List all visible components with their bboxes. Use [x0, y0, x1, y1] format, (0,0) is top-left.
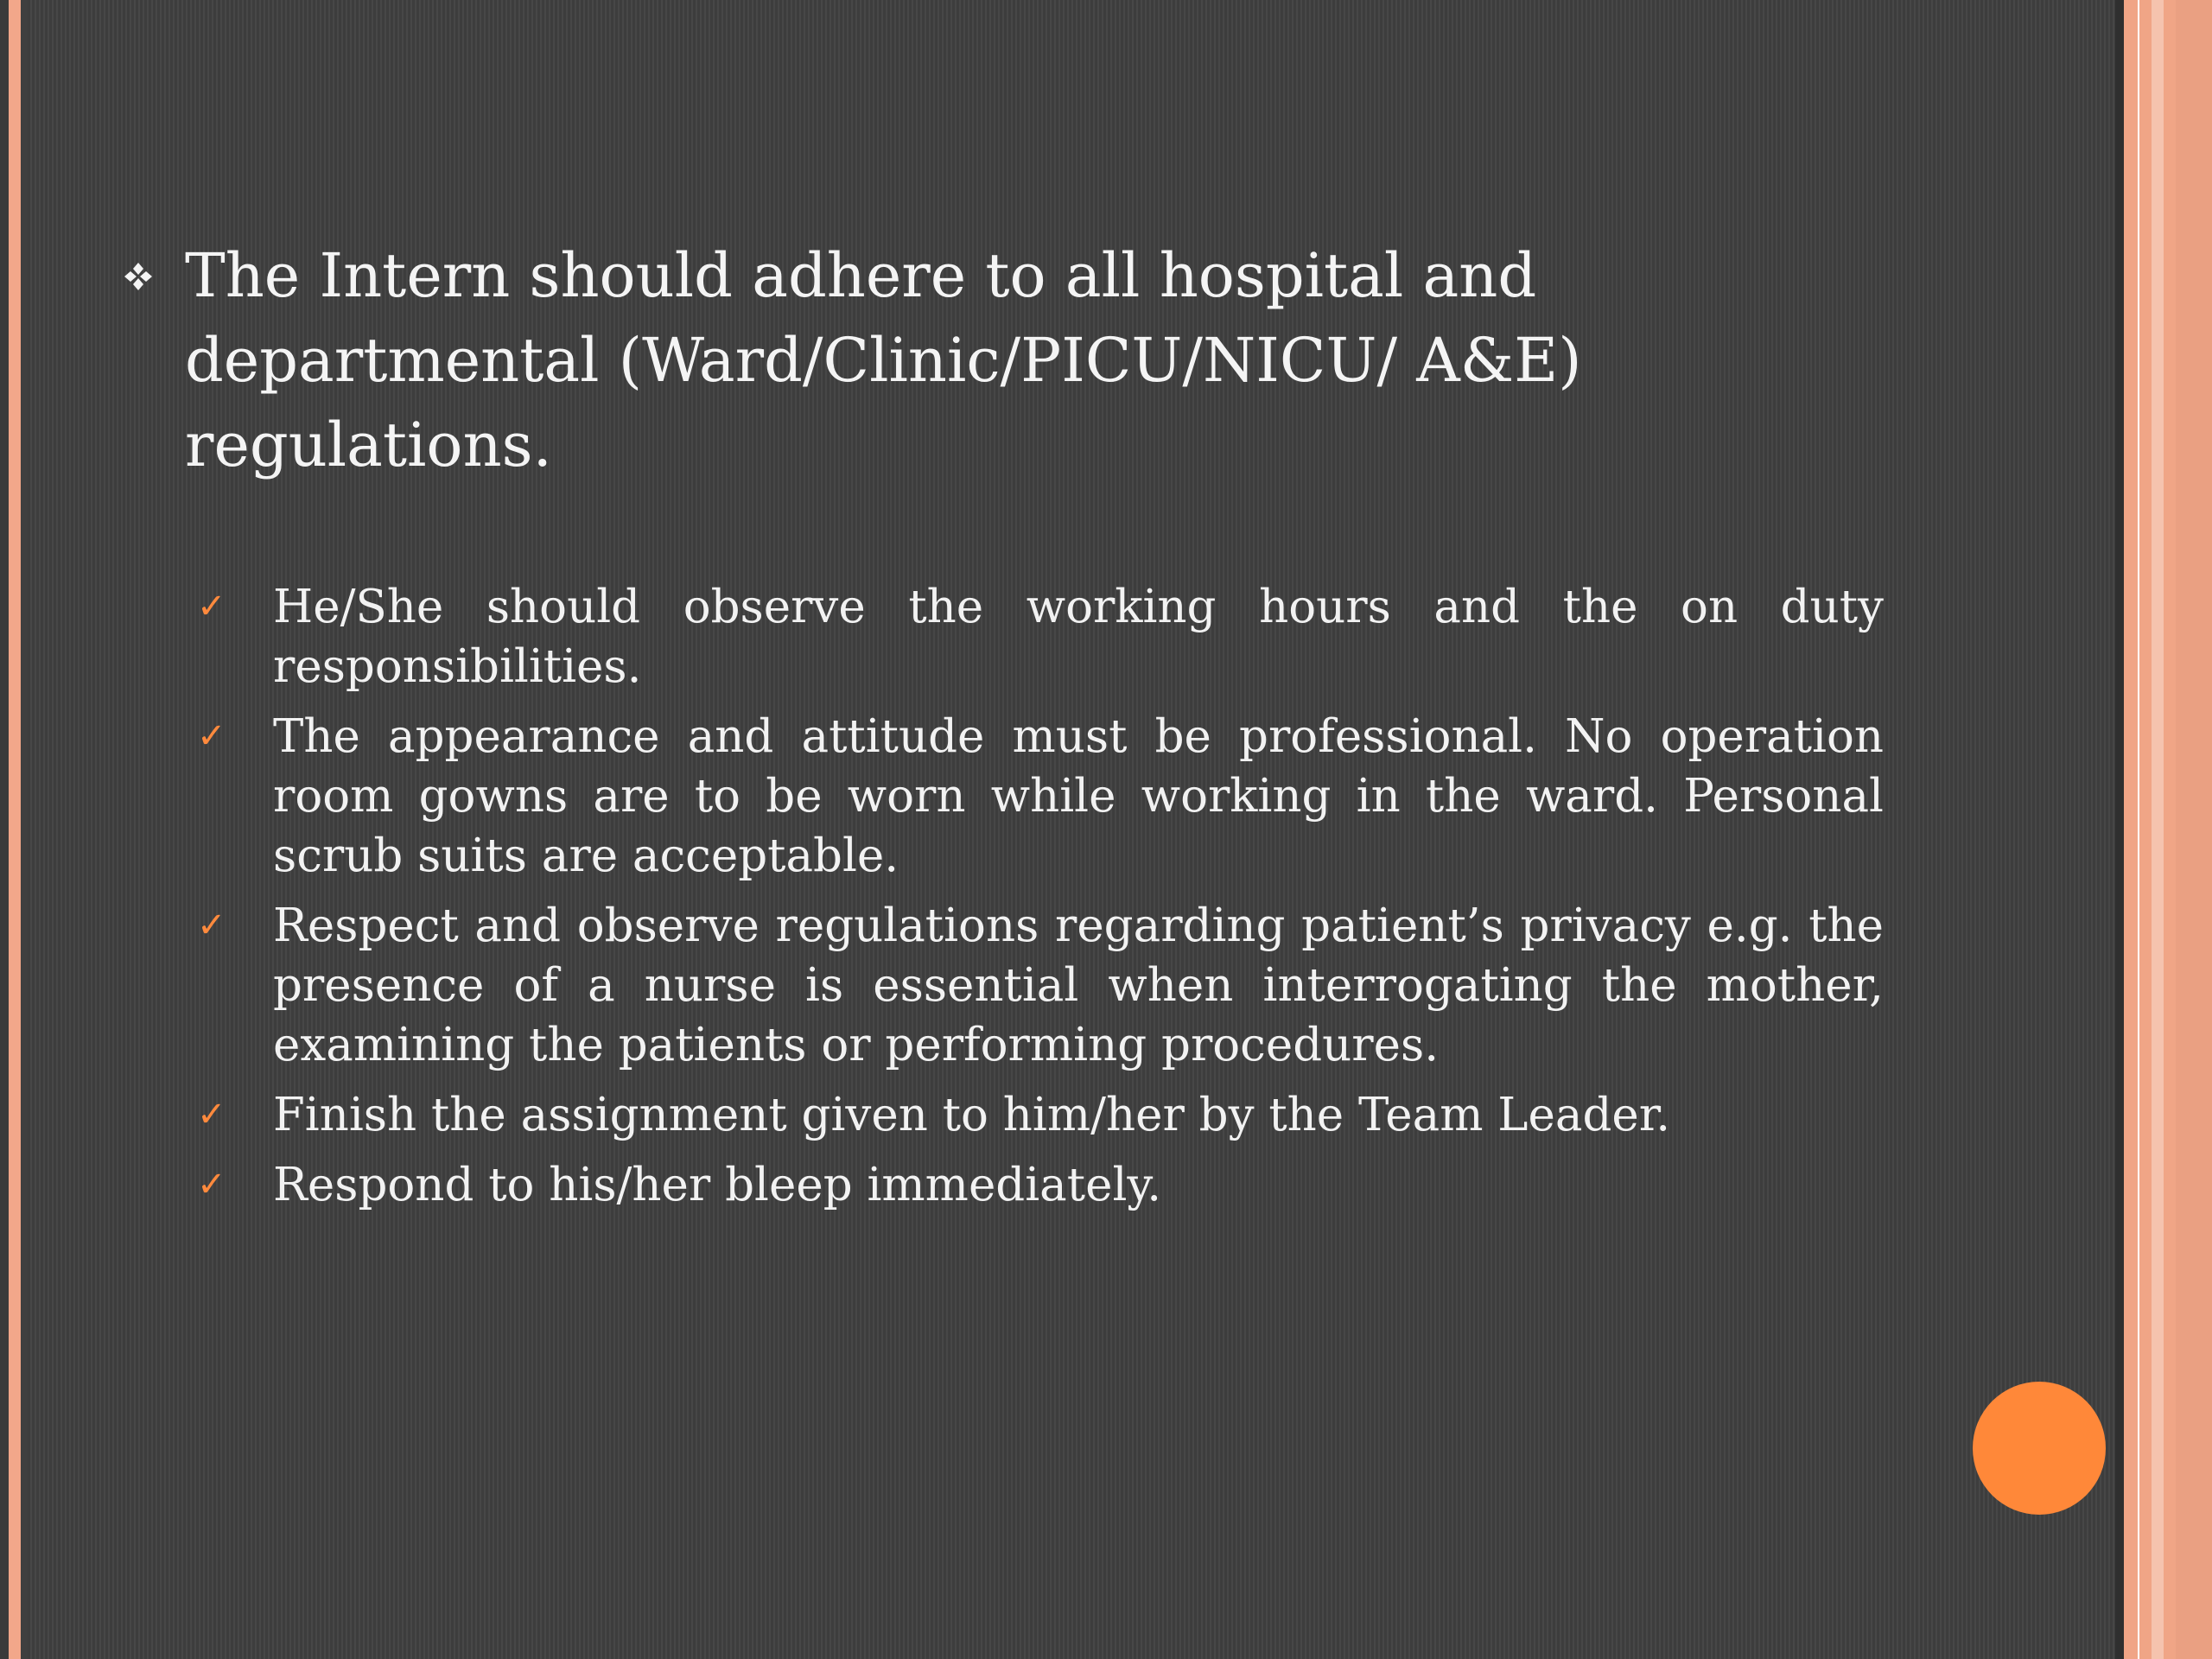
left-decorative-border — [0, 0, 28, 1659]
check-icon: ✓ — [197, 1095, 226, 1135]
list-item — [197, 707, 1884, 886]
list-item-text: Respond to his/her bleep immediately. — [273, 1159, 1162, 1211]
list-item — [197, 896, 1884, 1075]
list-item — [197, 1155, 1884, 1215]
list-item-text: Finish the assignment given to him/her by the Team Leader. — [273, 1089, 1671, 1141]
right-decorative-border — [2115, 0, 2212, 1659]
check-icon: ✓ — [197, 716, 226, 756]
main-bullet-text: The Intern should adhere to all hospital and departmental (Ward/Clinic/PICU/NICU/ A&E) regulations. — [185, 240, 1582, 480]
main-bullet — [112, 233, 1884, 487]
list-item-text: The appearance and attitude must be professional. No operation room gowns are to be worn while working in the ward. Personal scrub suits are acceptable. — [273, 710, 1884, 882]
check-icon: ✓ — [197, 587, 226, 626]
orange-circle-decoration — [1973, 1382, 2106, 1515]
list-item-text: He/She should observe the working hours and the on duty responsibilities. — [273, 581, 1884, 693]
sub-bullet-list — [112, 577, 1884, 1215]
list-item-text: Respect and observe regulations regarding patient’s privacy e.g. the presence of a nurse is essential when interrogating the mother, examining the patients or performing procedures. — [273, 899, 1884, 1071]
four-diamond-bullet-icon — [123, 261, 154, 292]
check-icon: ✓ — [197, 906, 226, 945]
list-item — [197, 577, 1884, 696]
list-item — [197, 1085, 1884, 1145]
check-icon: ✓ — [197, 1165, 226, 1205]
slide-content — [112, 233, 1884, 1225]
